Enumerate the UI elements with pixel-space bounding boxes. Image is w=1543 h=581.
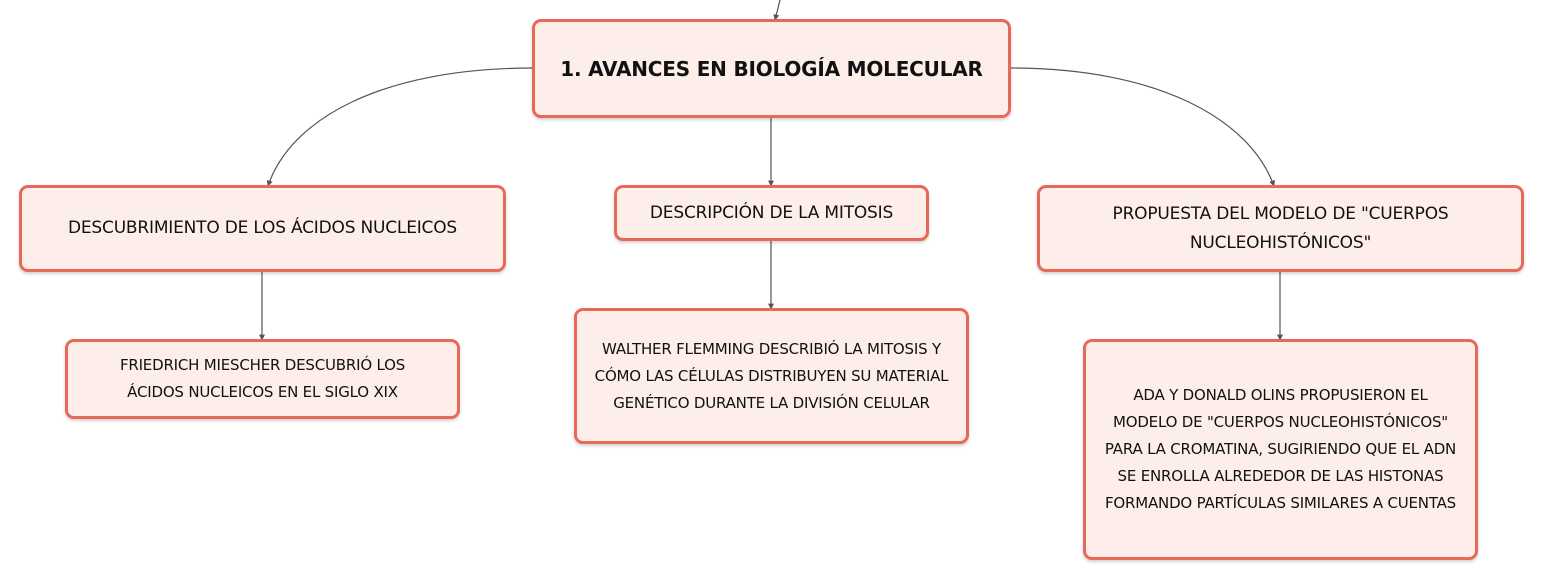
topic-node-label: DESCRIPCIÓN DE LA MITOSIS [649,202,894,223]
topic-node-label: DESCUBRIMIENTO DE LOS ÁCIDOS NUCLEICOS [68,218,457,238]
root-node-label: 1. AVANCES EN BIOLOGÍA MOLECULAR [560,56,983,81]
detail-node-text: ADA Y DONALD OLINS PROPUSIERON EL MODELO DE "CUERPOS NUCLEOHISTÓNICOS" PARA LA CROMATINA, SUGIRIENDO QUE EL ADN SE ENROLLA ALREDEDOR DE LAS HISTONAS FORMANDO PARTÍCULAS SIMILARES A CUENTAS [1104,386,1457,512]
detail-node-miescher[interactable] [65,339,460,419]
root-node[interactable] [532,19,1011,118]
detail-node-olins[interactable] [1083,339,1478,560]
connector-parent-to-root [775,0,780,20]
topic-node-cuerpos-nucleohistonicos[interactable] [1037,185,1524,272]
detail-node-text: WALTHER FLEMMING DESCRIBIÓ LA MITOSIS Y CÓMO LAS CÉLULAS DISTRIBUYEN SU MATERIAL GENÉTICO DURANTE LA DIVISIÓN CELULAR [594,339,949,412]
connector-root-to-branch-1 [268,68,533,186]
topic-node-acidos-nucleicos[interactable] [19,185,506,272]
topic-node-label: PROPUESTA DEL MODELO DE "CUERPOS NUCLEOHISTÓNICOS" [1112,203,1449,253]
topic-node-mitosis[interactable] [614,185,929,241]
detail-node-flemming[interactable] [574,308,969,444]
connector-root-to-branch-3 [1010,68,1274,186]
detail-node-text: FRIEDRICH MIESCHER DESCUBRIÓ LOS ÁCIDOS NUCLEICOS EN EL SIGLO XIX [119,356,406,401]
